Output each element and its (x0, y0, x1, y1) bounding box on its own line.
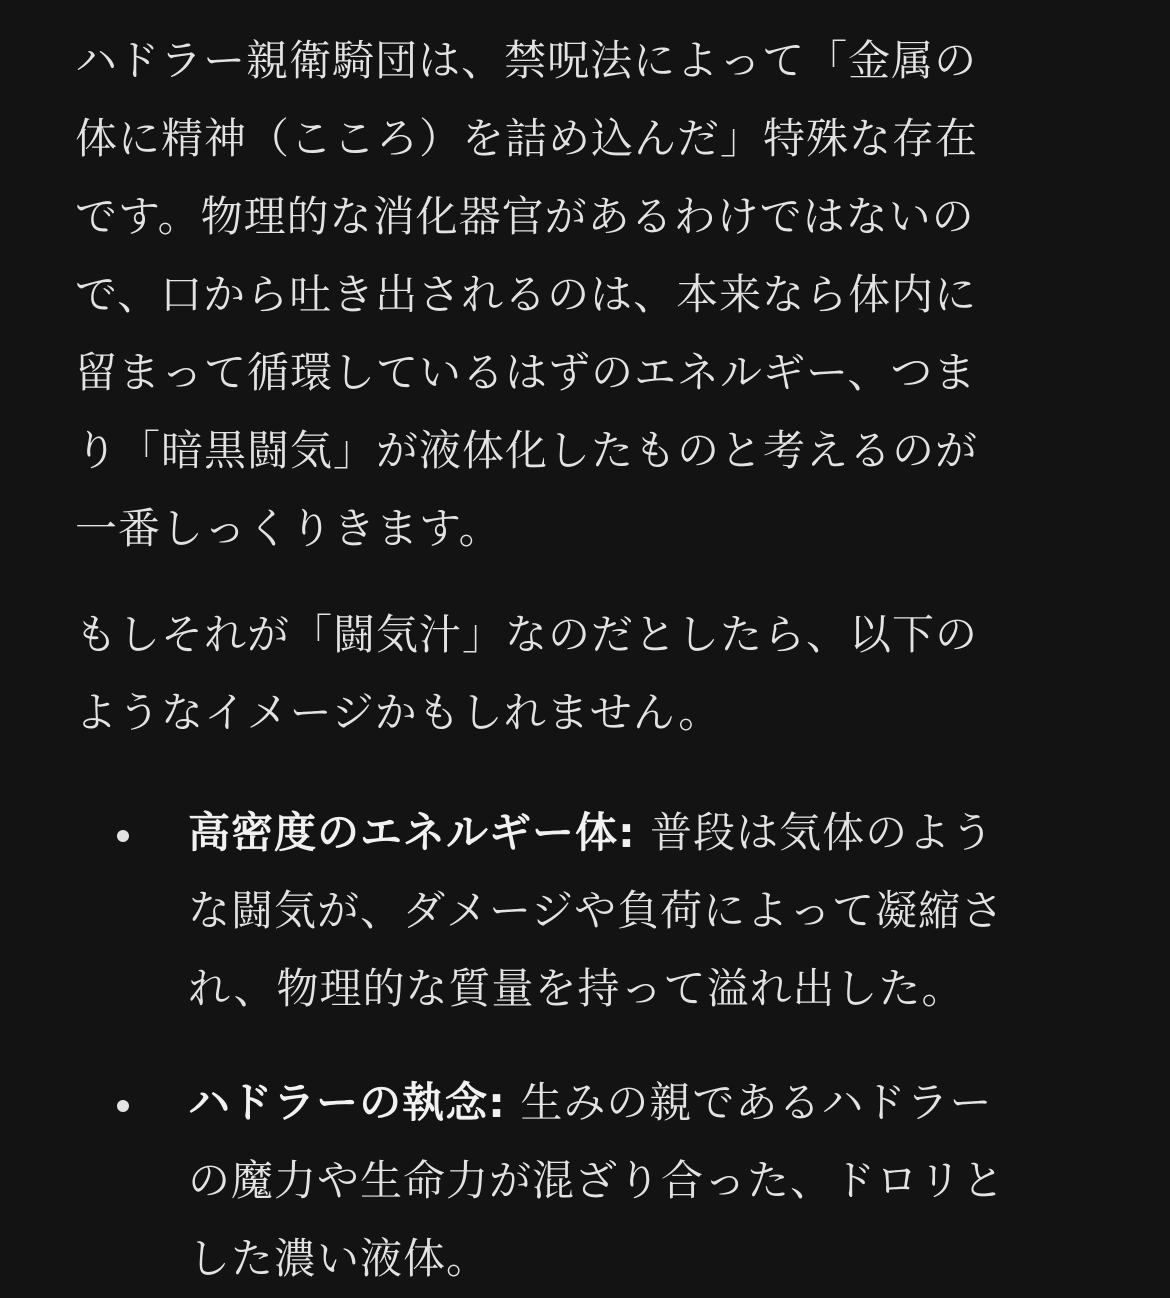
bullet-body: 普段は気体のよう な闘気が、ダメージや負荷によって凝縮さ れ、物理的な質量を持って溢れ出した。 (188, 808, 1005, 1013)
bullet-lead: 高密度のエネルギー体: (188, 808, 636, 857)
bullet-item (75, 1064, 1105, 1298)
bullet-lead: ハドラーの執念: (188, 1078, 506, 1127)
bullet-item (75, 794, 1105, 1028)
bullet-text (188, 794, 1105, 1028)
paragraph: ハドラー親衛騎団は、禁呪法によって「金属の 体に精神（こころ）を詰め込んだ」特殊な存在 です。物理的な消化器官があるわけではないの で、口から吐き出されるのは、本来なら体内に 留まって循環しているはずのエネルギー、つま り「暗黒闘気」が液体化したものと考えるのが 一番しっくりきます。 (75, 36, 979, 553)
bullet-list (75, 794, 1105, 1298)
bullet-dot-icon (117, 830, 129, 842)
paragraph: もしそれが「闘気汁」なのだとしたら、以下の ようなイメージかもしれません。 (75, 610, 979, 737)
bullet-dot-icon (117, 1100, 129, 1112)
bullet-text (188, 1064, 1105, 1298)
bullet-body: 生みの親であるハドラー の魔力や生命力が混ざり合った、ドロリと した濃い液体。 (188, 1078, 1006, 1283)
response-content (75, 22, 1105, 1298)
